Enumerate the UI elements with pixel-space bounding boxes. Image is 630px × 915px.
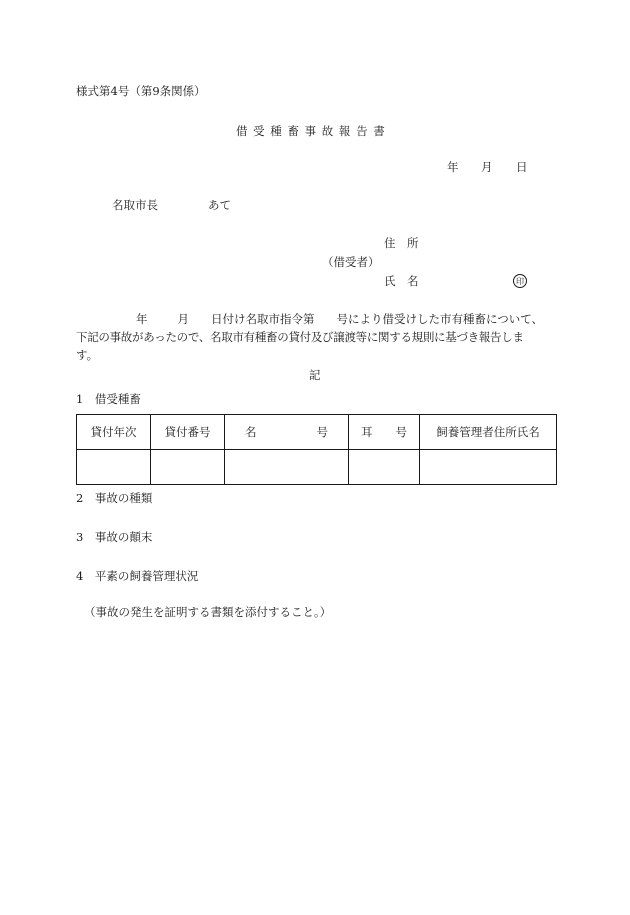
intro-line-3: す。	[76, 348, 99, 362]
address-label: 住 所	[384, 236, 419, 250]
cell-loan-year[interactable]	[77, 450, 151, 485]
intro-mid: 日付け名取市指令第	[211, 312, 315, 326]
intro-paragraph	[76, 310, 554, 364]
attachment-note: （事故の発生を証明する書類を添付すること。）	[84, 605, 332, 619]
date-year: 年	[447, 160, 459, 174]
section-1-heading: 1 借受種畜	[76, 392, 141, 406]
intro-month: 月	[177, 312, 189, 326]
addressee-name: 名取市長	[112, 198, 158, 212]
cell-loan-number[interactable]	[151, 450, 225, 485]
section-2-heading: 2 事故の種類	[76, 491, 153, 505]
cell-animal-name[interactable]	[225, 450, 349, 485]
document-title: 借 受 種 畜 事 故 報 告 書	[236, 124, 386, 138]
borrower-role-label: （借受者）	[322, 255, 380, 269]
header-manager: 飼養管理者住所氏名	[420, 415, 557, 450]
section-4-heading: 4 平素の飼養管理状況	[76, 569, 199, 583]
ki-heading: 記	[309, 368, 321, 382]
form-reference: 様式第4号（第9条関係）	[76, 84, 206, 98]
header-ear-number: 耳 号	[349, 415, 420, 450]
section-3-heading: 3 事故の顛末	[76, 530, 153, 544]
header-animal-name: 名 号	[225, 415, 349, 450]
intro-year: 年	[136, 312, 148, 326]
name-label: 氏 名	[384, 274, 419, 288]
intro-line-2: 下記の事故があったので、名取市有種畜の貸付及び譲渡等に関する規則に基づき報告しま	[76, 330, 524, 344]
date-day: 日	[516, 160, 528, 174]
addressee-suffix: あて	[208, 198, 231, 212]
table-header-row	[77, 415, 557, 450]
cell-manager[interactable]	[420, 450, 557, 485]
header-loan-year: 貸付年次	[77, 415, 151, 450]
seal-mark-icon: 印	[513, 274, 527, 288]
header-loan-number: 貸付番号	[151, 415, 225, 450]
table-row	[77, 450, 557, 485]
intro-end: 号により借受けした市有種畜について、	[336, 312, 544, 326]
livestock-table	[76, 414, 557, 485]
date-month: 月	[481, 160, 493, 174]
cell-ear-number[interactable]	[349, 450, 420, 485]
